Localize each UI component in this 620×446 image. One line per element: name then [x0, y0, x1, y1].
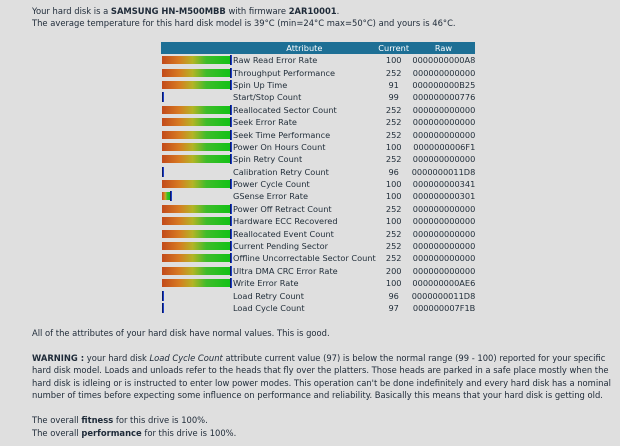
health-bar-cell: [161, 215, 233, 227]
header-attribute: Attribute: [233, 42, 376, 54]
attribute-raw: 000000000AE6: [412, 278, 476, 289]
health-bar-fill: [162, 254, 230, 262]
attribute-name: Raw Read Error Rate: [233, 55, 318, 66]
attribute-current: 252: [385, 154, 402, 165]
health-bar-cell: [161, 190, 233, 202]
attribute-name: Reallocated Event Count: [233, 228, 334, 239]
health-marker: [230, 130, 232, 140]
table-header-row: [161, 42, 475, 54]
attribute-raw: 000000000000: [412, 129, 476, 140]
attribute-current: 252: [385, 241, 402, 252]
health-bar: [162, 69, 232, 77]
health-bar: [162, 56, 232, 64]
health-bar-fill: [162, 205, 230, 213]
attribute-raw: 0000000006F1: [413, 141, 476, 152]
attribute-name: Throughput Performance: [233, 67, 336, 78]
health-bar-fill: [162, 56, 230, 64]
attribute-current: 252: [385, 253, 402, 264]
attribute-name: Offline Uncorrectable Sector Count: [233, 253, 376, 264]
health-marker: [230, 68, 232, 78]
health-bar-cell: [161, 203, 233, 215]
attribute-raw: 0000000011D8: [411, 166, 476, 177]
health-bar-fill: [162, 69, 230, 77]
health-bar: [162, 267, 232, 275]
health-bar-fill: [162, 267, 230, 275]
health-bar-cell: [161, 66, 233, 78]
table-row: [161, 227, 475, 239]
health-bar-fill: [162, 155, 230, 163]
health-bar-cell: [161, 240, 233, 252]
attribute-raw: 000000000000: [412, 216, 476, 227]
table-row: [161, 203, 475, 215]
health-bar-cell: [161, 79, 233, 91]
attribute-current: 252: [385, 228, 402, 239]
table-row: [161, 104, 475, 116]
health-bar-fill: [162, 118, 230, 126]
attribute-current: 252: [385, 129, 402, 140]
attribute-raw: 000000000B25: [412, 79, 476, 90]
attribute-raw: 000000000000: [412, 67, 476, 78]
attribute-name: Seek Error Rate: [233, 117, 297, 128]
attribute-name: Ultra DMA CRC Error Rate: [233, 265, 338, 276]
health-marker: [230, 253, 232, 263]
table-row: [161, 215, 475, 227]
health-bar: [162, 81, 232, 89]
table-row: [161, 54, 475, 66]
attribute-raw: 000000000000: [412, 265, 476, 276]
health-bar: [162, 279, 232, 287]
health-marker: [230, 105, 232, 115]
attribute-current: 100: [385, 216, 402, 227]
table-row: [161, 128, 475, 140]
health-bar: [162, 93, 232, 101]
attribute-raw: 000000000301: [412, 191, 476, 202]
table-row: [161, 289, 475, 301]
disk-intro: [32, 5, 456, 29]
attribute-raw: 000000000000: [412, 104, 476, 115]
health-bar-cell: [161, 277, 233, 289]
health-bar-cell: [161, 54, 233, 66]
summary-text: All of the attributes of your hard disk have normal values. This is good.: [32, 328, 330, 338]
health-bar: [162, 304, 232, 312]
health-bar-cell: [161, 153, 233, 165]
table-row: [161, 91, 475, 103]
health-bar-cell: [161, 252, 233, 264]
attribute-raw: 000000000000: [412, 241, 476, 252]
health-marker: [230, 179, 232, 189]
attribute-name: Spin Up Time: [233, 79, 288, 90]
health-bar: [162, 180, 232, 188]
attribute-current: 100: [385, 191, 402, 202]
attribute-name: Seek Time Performance: [233, 129, 331, 140]
table-row: [161, 178, 475, 190]
health-bar-fill: [162, 217, 230, 225]
attribute-raw: 000000000000: [412, 154, 476, 165]
health-bar-fill: [162, 81, 230, 89]
attribute-name: Hardware ECC Recovered: [233, 216, 338, 227]
health-bar-fill: [162, 131, 230, 139]
health-marker: [230, 266, 232, 276]
attribute-name: Power Off Retract Count: [233, 203, 332, 214]
header-current: Current: [376, 42, 412, 54]
health-marker: [230, 55, 232, 65]
table-row: [161, 252, 475, 264]
health-bar: [162, 217, 232, 225]
attribute-name: Current Pending Sector: [233, 241, 329, 252]
attribute-current: 100: [385, 278, 402, 289]
attribute-raw: 000000000000: [412, 117, 476, 128]
health-bar-cell: [161, 166, 233, 178]
health-bar: [162, 254, 232, 262]
attributes-table: [161, 42, 475, 314]
temperature-line: The average temperature for this hard disk model is 39°C (min=24°C max=50°C) and yours is 46°C.: [32, 18, 456, 28]
health-bar-cell: [161, 141, 233, 153]
health-bar-fill: [162, 242, 230, 250]
health-marker: [162, 303, 164, 313]
table-row: [161, 153, 475, 165]
attribute-raw: 000000000000: [412, 228, 476, 239]
attribute-raw: 000000000000: [412, 203, 476, 214]
health-bar-fill: [162, 106, 230, 114]
performance-line: The overall performance for this drive is 100%.: [32, 428, 237, 438]
health-bar-cell: [161, 289, 233, 301]
health-bar-cell: [161, 128, 233, 140]
attribute-raw: 0000000011D8: [411, 290, 476, 301]
attribute-name: Power Cycle Count: [233, 179, 310, 190]
health-bar-fill: [162, 192, 170, 200]
fitness-line: The overall fitness for this drive is 100%.: [32, 415, 208, 425]
health-bar-cell: [161, 116, 233, 128]
health-marker: [230, 154, 232, 164]
health-bar: [162, 155, 232, 163]
health-bar-fill: [162, 143, 230, 151]
health-bar-fill: [162, 230, 230, 238]
table-row: [161, 265, 475, 277]
table-row: [161, 302, 475, 314]
warning-attribute: Load Cycle Count: [149, 353, 223, 363]
attribute-current: 91: [388, 79, 399, 90]
health-bar: [162, 230, 232, 238]
attribute-name: Reallocated Sector Count: [233, 104, 337, 115]
health-marker: [230, 216, 232, 226]
attribute-name: Write Error Rate: [233, 278, 299, 289]
health-marker: [162, 167, 164, 177]
warning-label: WARNING :: [32, 353, 85, 363]
attribute-name: Spin Retry Count: [233, 154, 303, 165]
table-row: [161, 116, 475, 128]
attribute-raw: 000000007F1B: [412, 303, 476, 313]
health-marker: [162, 291, 164, 301]
attribute-name: Start/Stop Count: [233, 92, 302, 103]
attribute-current: 100: [385, 179, 402, 190]
attribute-name: Power On Hours Count: [233, 141, 326, 152]
health-marker: [162, 92, 164, 102]
health-marker: [230, 204, 232, 214]
attribute-current: 99: [388, 92, 399, 103]
health-bar: [162, 205, 232, 213]
performance-word: performance: [81, 428, 142, 438]
health-bar-cell: [161, 91, 233, 103]
attribute-name: Calibration Retry Count: [233, 166, 329, 177]
attribute-current: 252: [385, 203, 402, 214]
table-row: [161, 166, 475, 178]
disk-model: SAMSUNG HN-M500MBB: [110, 6, 226, 16]
health-marker: [230, 117, 232, 127]
table-row: [161, 190, 475, 202]
attribute-name: GSense Error Rate: [233, 191, 309, 202]
health-bar-cell: [161, 227, 233, 239]
attribute-current: 96: [388, 166, 399, 177]
health-bar-cell: [161, 178, 233, 190]
attribute-current: 100: [385, 141, 402, 152]
health-bar: [162, 106, 232, 114]
health-marker: [230, 142, 232, 152]
attribute-name: Load Retry Count: [233, 290, 304, 301]
health-marker: [230, 80, 232, 90]
disk-model-line: Your hard disk is a SAMSUNG HN-M500MBB with firmware 2AR10001.: [32, 6, 340, 16]
health-bar-cell: [161, 302, 233, 314]
attributes-body: [161, 54, 475, 314]
health-bar: [162, 168, 232, 176]
attribute-raw: 000000000776: [412, 92, 476, 103]
fitness-word: fitness: [81, 415, 114, 425]
health-bar-fill: [162, 180, 230, 188]
attribute-raw: 0000000000A8: [412, 55, 476, 66]
health-bar: [162, 143, 232, 151]
table-row: [161, 240, 475, 252]
health-bar: [162, 131, 232, 139]
health-bar: [162, 242, 232, 250]
disk-firmware: 2AR10001: [288, 6, 337, 16]
table-row: [161, 277, 475, 289]
attribute-current: 252: [385, 117, 402, 128]
attribute-raw: 000000000000: [412, 253, 476, 264]
table-row: [161, 141, 475, 153]
health-marker: [230, 229, 232, 239]
warning-text: WARNING : your hard disk Load Cycle Count attribute current value (97) is below the normal range (99 - 100) reported for your specific hard disk model. Loads and unloads refer to the heads that fly over the platters. Those heads are parked in a safe place mostly when the hard disk is idleing or is instructed to enter low power modes. This operation can't be done indefinitely and every hard disk has a nominal number of times before expecting some influence on performance and reliability. Basically this means that your hard disk is getting old.: [32, 353, 611, 401]
health-marker: [170, 191, 172, 201]
attribute-current: 100: [385, 55, 402, 66]
health-bar: [162, 118, 232, 126]
header-raw: Raw: [412, 42, 476, 54]
health-marker: [230, 241, 232, 251]
attribute-current: 96: [388, 290, 399, 301]
attribute-current: 252: [385, 104, 402, 115]
health-bar-fill: [162, 279, 230, 287]
header-bar-spacer: [161, 42, 233, 54]
health-bar: [162, 192, 232, 200]
table-row: [161, 79, 475, 91]
health-marker: [230, 278, 232, 288]
health-bar-cell: [161, 265, 233, 277]
health-bar-cell: [161, 104, 233, 116]
health-bar: [162, 292, 232, 300]
attribute-raw: 000000000341: [412, 179, 476, 190]
attribute-name: Load Cycle Count: [233, 303, 305, 313]
attribute-current: 97: [388, 303, 399, 313]
attribute-current: 252: [385, 67, 402, 78]
attribute-current: 200: [385, 265, 402, 276]
table-row: [161, 66, 475, 78]
